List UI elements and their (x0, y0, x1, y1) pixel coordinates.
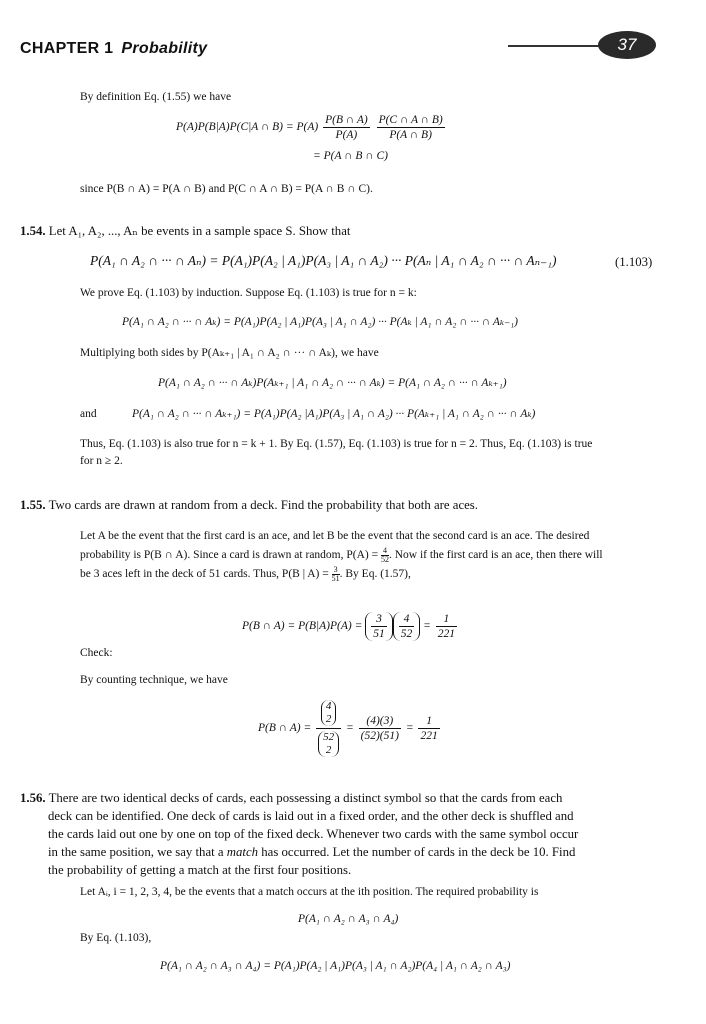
and-label: and (80, 408, 97, 420)
problem-line (20, 789, 660, 807)
text-segment: probability is P(B ∩ A). Since a card is drawn at random, P(A) = (80, 549, 379, 562)
fraction (436, 612, 457, 641)
fraction (399, 612, 415, 641)
frac-den: 221 (437, 628, 455, 640)
header-rule (508, 45, 604, 47)
equation-counting: P(B ∩ A) = 4 2 52 2 = $\frac{(4)(3)}{(52)(51)}$ = $\frac{1}{221}$ (258, 700, 438, 756)
fraction (371, 612, 387, 641)
fraction (359, 714, 401, 743)
frac-num: P(B ∩ A) (325, 114, 368, 126)
problem-line: the probability of getting a match at the first four positions. (48, 863, 352, 877)
solution-line-2 (80, 547, 660, 564)
text-segment: in the same position, we say that a (48, 845, 224, 859)
by-eq-text: By Eq. (1.103), (80, 932, 152, 944)
thus-line-2: for n ≥ 2. (80, 455, 123, 467)
problem-1-54 (20, 222, 350, 240)
page-number-badge (598, 31, 656, 59)
frac-den: 52 (400, 628, 413, 640)
intro-text: By definition Eq. (1.55) we have (80, 91, 232, 103)
frac-num: P(C ∩ A ∩ B) (378, 114, 443, 126)
counting-text: By counting technique, we have (80, 674, 228, 686)
binomial (321, 700, 337, 726)
chapter-heading (20, 40, 207, 58)
solution-line-1: Let A be the event that the first card is an ace, and let B be the event that the second card is an ace. The desired (80, 530, 590, 542)
thus-text (80, 436, 592, 470)
text-segment: . Now if the first card is an ace, then there will (388, 549, 603, 562)
eq-lhs: P(B ∩ A) = (258, 722, 312, 735)
frac-den: P(A) (335, 129, 358, 141)
binomial-fraction (316, 700, 341, 757)
intro-eq-lhs: P(A)P(B|A)P(C|A ∩ B) = P(A) (176, 121, 319, 134)
equation-aces: P(B ∩ A) = P(B|A)P(A) = $\frac{3}{51}$ $\frac{4}{52}$ = $\frac{1}{221}$ (242, 613, 455, 640)
text-segment: . By Eq. (1.57), (339, 568, 411, 581)
problem-line: the cards laid out one by one on top of the fixed deck. Whenever two cards with the same symbol occur (48, 827, 579, 841)
solution-text (80, 528, 660, 583)
frac-num: 4 (399, 612, 415, 627)
intro-eq-line2: = P(A ∩ B ∩ C) (313, 150, 388, 162)
fraction (332, 566, 340, 583)
binomial (318, 731, 339, 757)
fraction (418, 714, 439, 743)
fraction (377, 113, 445, 142)
binom-bottom: 2 (325, 744, 332, 756)
fraction (381, 547, 389, 564)
thus-line-1: Thus, Eq. (1.103) is also true for n = k + 1. By Eq. (1.57), Eq. (1.103) is true for n = 2. Thus, Eq. (1.103) is true (80, 438, 593, 450)
binom-top: 52 (323, 731, 335, 743)
page-number: 37 (617, 35, 637, 54)
emphasis: match (226, 845, 259, 859)
frac-den: P(A ∩ B) (389, 129, 432, 141)
problem-number: 1.54. (20, 224, 46, 238)
solution-line-3 (80, 566, 660, 583)
intro-equation (176, 113, 447, 142)
problem-statement: Two cards are drawn at random from a deck. Find the probability that both are aces. (48, 498, 478, 512)
problem-number: 1.55. (20, 498, 46, 512)
frac-num: 1 (418, 714, 439, 729)
equation-mult: P(A₁ ∩ A₂ ∩ ··· ∩ Aₖ)P(Aₖ₊₁ | A₁ ∩ A₂ ∩ ··· ∩ Aₖ) = P(A₁ ∩ A₂ ∩ ··· ∩ Aₖ₊₁) (158, 377, 507, 389)
problem-1-56 (20, 789, 660, 879)
fraction (323, 113, 370, 142)
frac-den: 51 (373, 628, 385, 640)
frac-den: 51 (331, 574, 340, 584)
section-title: Probability (121, 40, 208, 57)
frac-num: 3 (333, 565, 338, 575)
text-segment: There are two identical decks of cards, each possessing a distinct symbol so that the cards from each (48, 791, 563, 805)
frac-num: 1 (436, 612, 457, 627)
problem-statement: Let A₁, A₂, ..., Aₙ be events in a sample space S. Show that (48, 224, 351, 238)
text-segment: be 3 aces left in the deck of 51 cards. Thus, P(B | A) = (80, 568, 329, 581)
frac-num: 4 (382, 546, 387, 555)
multiplying-text: Multiplying both sides by P(Aₖ₊₁ | A₁ ∩ A₂ ∩ ··· ∩ Aₖ), we have (80, 347, 379, 359)
frac-num: (4)(3) (359, 714, 401, 729)
problem-line: deck can be identified. One deck of cards is laid out in a fixed order, and the other deck is shuffled and (48, 809, 574, 823)
frac-den (316, 729, 341, 757)
chapter-label: CHAPTER 1 (20, 40, 114, 57)
check-label: Check: (80, 647, 113, 659)
since-text: since P(B ∩ A) = P(A ∩ B) and P(C ∩ A ∩ B) = P(A ∩ B ∩ C). (80, 183, 373, 195)
frac-num (316, 700, 341, 729)
eq-lhs: P(B ∩ A) = P(B|A)P(A) = (242, 620, 363, 633)
equation-final: P(A₁ ∩ A₂ ∩ A₃ ∩ A₄) = P(A₁)P(A₂ | A₁)P(A₃ | A₁ ∩ A₂)P(A₄ | A₁ ∩ A₂ ∩ A₃) (160, 960, 511, 972)
induction-text: We prove Eq. (1.103) by induction. Suppose Eq. (1.103) is true for n = k: (80, 287, 417, 299)
binom-bottom: 2 (325, 713, 332, 725)
equation-and: P(A₁ ∩ A₂ ∩ ··· ∩ Aₖ₊₁) = P(A₁)P(A₂ |A₁)P(A₃ | A₁ ∩ A₂) ··· P(Aₖ₊₁ | A₁ ∩ A₂ ∩ ··· ∩ Aₖ) (132, 408, 536, 420)
let-text: Let Aᵢ, i = 1, 2, 3, 4, be the events that a match occurs at the ith position. The required probability is (80, 886, 539, 898)
problem-line (20, 843, 660, 861)
frac-num: 3 (371, 612, 387, 627)
frac-den: 221 (420, 730, 438, 742)
equation-required: P(A₁ ∩ A₂ ∩ A₃ ∩ A₄) (298, 913, 399, 925)
equation-number: (1.103) (615, 255, 653, 269)
problem-1-55 (20, 496, 478, 514)
paren-group (393, 612, 421, 641)
paren-group (365, 612, 393, 641)
text-segment: has occurred. Let the number of cards in the deck be 10. Find (261, 845, 576, 859)
frac-den: (52)(51) (360, 730, 399, 742)
binom-top: 4 (325, 700, 332, 712)
frac-den: 52 (380, 555, 389, 564)
main-equation: P(A₁ ∩ A₂ ∩ ··· ∩ Aₙ) = P(A₁)P(A₂ | A₁)P(A₃ | A₁ ∩ A₂) ··· P(Aₙ | A₁ ∩ A₂ ∩ ··· ∩ Aₙ₋₁) (90, 253, 557, 268)
equation-k: P(A₁ ∩ A₂ ∩ ··· ∩ Aₖ) = P(A₁)P(A₂ | A₁)P(A₃ | A₁ ∩ A₂) ··· P(Aₖ | A₁ ∩ A₂ ∩ ··· ∩ Aₖ₋₁) (122, 316, 518, 328)
problem-number: 1.56. (20, 791, 46, 805)
